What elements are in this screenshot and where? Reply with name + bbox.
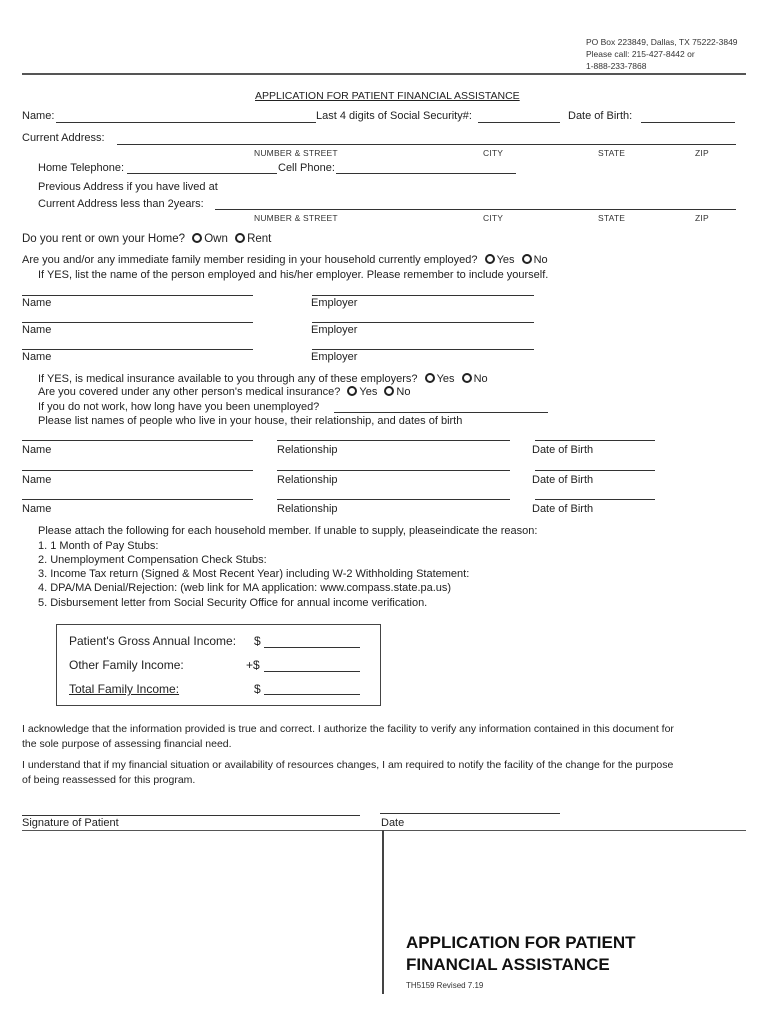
- current-address-label: Current Address:: [22, 132, 105, 144]
- employment-row: [22, 254, 548, 266]
- other-income-field[interactable]: [264, 671, 360, 672]
- unemployed-question: If you do not work, how long have you been unemployed?: [38, 401, 320, 413]
- coverage-no-label: No: [396, 386, 411, 398]
- form-code: TH5159 Revised 7.19: [406, 981, 484, 990]
- dob-label: Date of Birth:: [568, 110, 633, 122]
- home-telephone-label: Home Telephone:: [38, 162, 125, 174]
- footer-title: [406, 932, 636, 976]
- rent-radio[interactable]: [235, 233, 245, 243]
- name-label: Name:: [22, 110, 55, 122]
- employed-no-label: No: [533, 254, 548, 266]
- household-dob-field-3[interactable]: [535, 499, 655, 500]
- total-income-label: Total Family Income:: [69, 682, 180, 696]
- coverage-yes-radio[interactable]: [347, 386, 357, 396]
- current-address-field[interactable]: [117, 144, 736, 145]
- date-label: Date: [381, 817, 405, 829]
- other-coverage-question: Are you covered under any other person's medical insurance?: [38, 386, 341, 398]
- signature-label: Signature of Patient: [22, 817, 119, 829]
- household-name-label-3: Name: [22, 503, 52, 515]
- employee-name-label-1: Name: [22, 297, 52, 309]
- own-label: Own: [204, 233, 228, 246]
- coverage-yes-label: Yes: [359, 386, 378, 398]
- employee-name-field-1[interactable]: [22, 295, 253, 296]
- relationship-label-2: Relationship: [277, 474, 338, 486]
- zip-caption: ZIP: [695, 148, 709, 158]
- employed-no-radio[interactable]: [522, 254, 532, 264]
- attachment-item-3: 3. Income Tax return (Signed & Most Recent Year) including W-2 Withholding Statement:: [38, 568, 470, 580]
- prev-street-caption: NUMBER & STREET: [254, 213, 338, 223]
- relationship-label-1: Relationship: [277, 444, 338, 456]
- home-telephone-field[interactable]: [127, 173, 277, 174]
- gross-income-label: Patient's Gross Annual Income:: [69, 634, 237, 648]
- employer-label-3: Employer: [311, 351, 358, 363]
- insurance-employer-row: [38, 373, 488, 385]
- employee-name-label-2: Name: [22, 324, 52, 336]
- employee-name-label-3: Name: [22, 351, 52, 363]
- household-name-field-2[interactable]: [22, 470, 253, 471]
- relationship-label-3: Relationship: [277, 503, 338, 515]
- fold-line-horizontal: [22, 830, 746, 831]
- understand-line-2: of being reassessed for this program.: [22, 774, 196, 786]
- header-address: [586, 36, 738, 72]
- acknowledge-line-2: the sole purpose of assessing financial need.: [22, 738, 232, 750]
- form-title: APPLICATION FOR PATIENT FINANCIAL ASSISTANCE: [255, 90, 520, 102]
- employer-field-2[interactable]: [312, 322, 534, 323]
- street-caption: NUMBER & STREET: [254, 148, 338, 158]
- city-caption: CITY: [483, 148, 504, 158]
- employed-yes-radio[interactable]: [485, 254, 495, 264]
- attachment-item-5: 5. Disbursement letter from Social Security Office for annual income verification.: [38, 597, 428, 609]
- prev-zip-caption: ZIP: [695, 213, 709, 223]
- previous-address-field[interactable]: [215, 209, 736, 210]
- household-dob-label-3: Date of Birth: [532, 503, 594, 515]
- household-name-field-1[interactable]: [22, 440, 253, 441]
- ssn-label: Last 4 digits of Social Security#:: [316, 110, 472, 122]
- unemployed-duration-field[interactable]: [334, 412, 548, 413]
- footer-title-line-1: APPLICATION FOR PATIENT: [406, 933, 636, 952]
- address-line-3: 1-888-233-7868: [586, 61, 647, 71]
- employer-field-3[interactable]: [312, 349, 534, 350]
- employment-instruction: If YES, list the name of the person employed and his/her employer. Please remember to include yourself.: [38, 269, 549, 281]
- previous-address-label-2: Current Address less than 2years:: [38, 198, 204, 210]
- attachment-item-4: 4. DPA/MA Denial/Rejection: (web link for MA application: www.compass.state.pa.us): [38, 582, 452, 594]
- fold-line-vertical: [382, 830, 384, 994]
- insurance-employer-question: If YES, is medical insurance available to you through any of these employers?: [38, 373, 418, 385]
- insurance-no-label: No: [473, 373, 488, 385]
- name-field[interactable]: [56, 122, 316, 123]
- cell-phone-field[interactable]: [336, 173, 516, 174]
- relationship-field-1[interactable]: [277, 440, 510, 441]
- employer-label-2: Employer: [311, 324, 358, 336]
- household-instruction: Please list names of people who live in your house, their relationship, and dates of birth: [38, 415, 463, 427]
- date-field[interactable]: [380, 813, 560, 814]
- household-name-label-2: Name: [22, 474, 52, 486]
- attachment-item-1: 1. 1 Month of Pay Stubs:: [38, 540, 159, 552]
- attachments-intro: Please attach the following for each household member. If unable to supply, pleaseindicate the reason:: [38, 525, 538, 537]
- total-income-field[interactable]: [264, 694, 360, 695]
- household-name-field-3[interactable]: [22, 499, 253, 500]
- attachment-item-2: 2. Unemployment Compensation Check Stubs:: [38, 554, 267, 566]
- dob-field[interactable]: [641, 122, 735, 123]
- prev-city-caption: CITY: [483, 213, 504, 223]
- footer-title-line-2: FINANCIAL ASSISTANCE: [406, 955, 610, 974]
- gross-income-dollar: $: [254, 634, 261, 648]
- rent-own-question: Do you rent or own your Home?: [22, 233, 185, 246]
- other-income-label: Other Family Income:: [69, 658, 184, 672]
- employment-question: Are you and/or any immediate family member residing in your household currently employed?: [22, 254, 478, 266]
- address-line-2: Please call: 215-427-8442 or: [586, 49, 695, 59]
- relationship-field-3[interactable]: [277, 499, 510, 500]
- other-income-dollar: +$: [246, 658, 260, 672]
- household-dob-field-1[interactable]: [535, 440, 655, 441]
- ssn-field[interactable]: [478, 122, 560, 123]
- cell-phone-label: Cell Phone:: [278, 162, 335, 174]
- prev-state-caption: STATE: [598, 213, 626, 223]
- own-radio[interactable]: [192, 233, 202, 243]
- relationship-field-2[interactable]: [277, 470, 510, 471]
- employer-field-1[interactable]: [312, 295, 534, 296]
- total-income-dollar: $: [254, 682, 261, 696]
- insurance-yes-radio[interactable]: [425, 373, 435, 383]
- coverage-no-radio[interactable]: [384, 386, 394, 396]
- rent-own-row: [22, 233, 271, 245]
- acknowledge-line-1: I acknowledge that the information provided is true and correct. I authorize the facility to verify any information contained in this document for: [22, 723, 674, 735]
- state-caption: STATE: [598, 148, 626, 158]
- signature-field[interactable]: [22, 815, 360, 816]
- employer-label-1: Employer: [311, 297, 358, 309]
- previous-address-label-1: Previous Address if you have lived at: [38, 181, 218, 193]
- household-dob-label-2: Date of Birth: [532, 474, 594, 486]
- other-coverage-row: [38, 386, 410, 398]
- address-line-1: PO Box 223849, Dallas, TX 75222-3849: [586, 37, 738, 47]
- employee-name-field-2[interactable]: [22, 322, 253, 323]
- insurance-no-radio[interactable]: [462, 373, 472, 383]
- employed-yes-label: Yes: [496, 254, 515, 266]
- gross-income-field[interactable]: [264, 647, 360, 648]
- household-dob-label-1: Date of Birth: [532, 444, 594, 456]
- rent-label: Rent: [247, 233, 272, 246]
- header-divider: [22, 73, 746, 75]
- household-name-label-1: Name: [22, 444, 52, 456]
- insurance-yes-label: Yes: [436, 373, 455, 385]
- employee-name-field-3[interactable]: [22, 349, 253, 350]
- household-dob-field-2[interactable]: [535, 470, 655, 471]
- understand-line-1: I understand that if my financial situation or availability of resources changes, I am required to notify the facility of the change for the purpose: [22, 759, 674, 771]
